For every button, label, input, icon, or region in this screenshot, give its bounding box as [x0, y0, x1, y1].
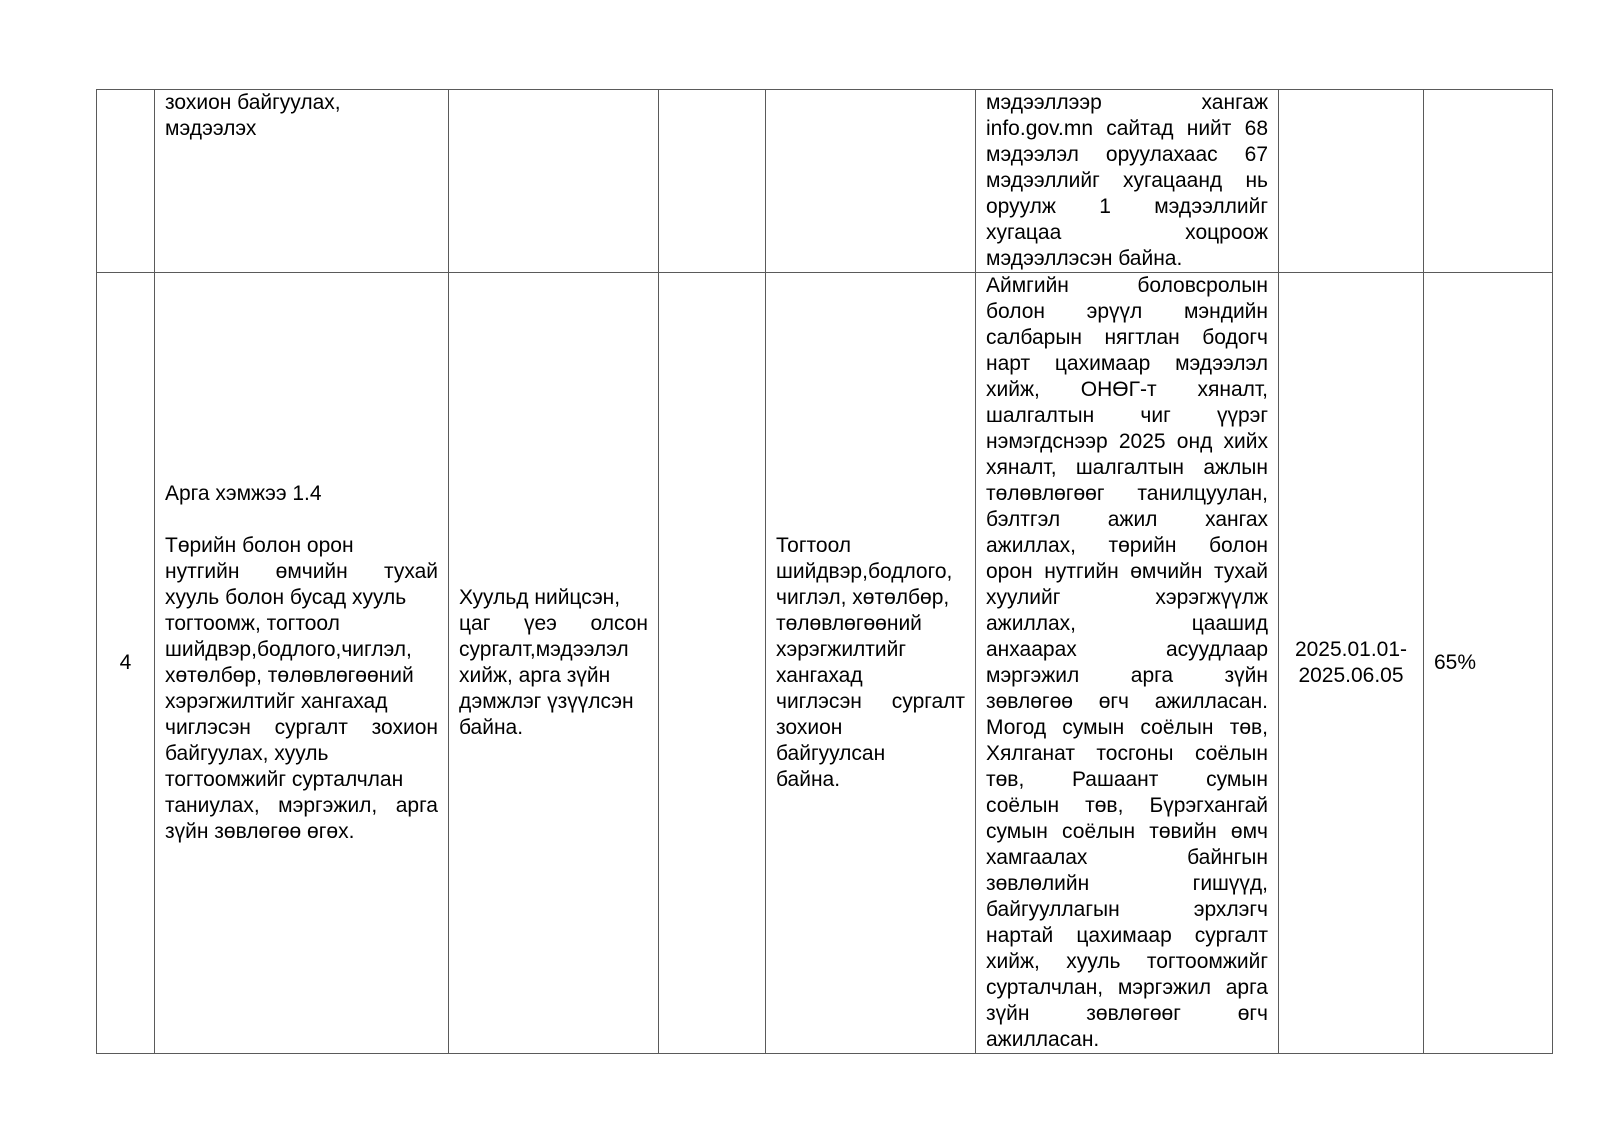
text-line: нэмэгдснээр 2025 онд хийх	[986, 430, 1268, 453]
target-text	[776, 533, 965, 793]
text-line: info.gov.mn сайтад нийт 68	[986, 117, 1268, 140]
activity-text	[165, 90, 438, 142]
text-line: мэргэжил арга зүйн	[986, 664, 1268, 687]
text-line: шийдвэр,бодлого,чиглэл,	[165, 638, 412, 661]
text-line: шийдвэр,бодлого,	[776, 560, 953, 583]
text-line: зохион байгуулах,	[165, 91, 341, 114]
text-line: хуулийг хэрэгжүүлж	[986, 586, 1268, 609]
text-line: мэдээлэл оруулахаас 67	[986, 143, 1268, 166]
baseline-cell	[659, 90, 766, 273]
text-line: анхаарах асуудлаар	[986, 638, 1268, 661]
text-line: төлөвлөгөөний	[776, 612, 922, 635]
text-line: мэдээлэх	[165, 117, 257, 140]
text-line: соёлын төв, Бүрэгхангай	[986, 794, 1268, 817]
result-cell	[976, 90, 1279, 273]
text-line: бэлтгэл ажил хангах	[986, 508, 1268, 531]
text-line: хийж, арга зүйн	[459, 664, 611, 687]
text-line: байгуулах, хууль	[165, 742, 329, 765]
table-row	[97, 90, 1553, 273]
activity-cell	[155, 90, 449, 273]
text-line: ажиллах, цаашид	[986, 612, 1268, 635]
text-line: хэрэгжилтийг хангахад	[165, 690, 388, 713]
text-line: ажиллах, төрийн болон	[986, 534, 1268, 557]
completion-cell	[1424, 273, 1553, 1054]
text-line: зүйн зөвлөгөө өгөх.	[165, 820, 355, 843]
text-line: төлөвлөгөөг танилцуулан,	[986, 482, 1268, 505]
text-line: сумын соёлын төвийн өмч	[986, 820, 1268, 843]
text-line: тогтоомжийг сурталчлан	[165, 768, 404, 791]
text-line: зүйн зөвлөгөөг өгч	[986, 1002, 1268, 1025]
activity-title: Арга хэмжээ 1.4	[165, 482, 322, 505]
text-line: төв, Рашаант сумын	[986, 768, 1268, 791]
text-line: зөвлөгөө өгч ажилласан.	[986, 690, 1268, 713]
text-line: хугацаа хоцроож	[986, 221, 1268, 244]
table-row	[97, 273, 1553, 1054]
text-line: чиглэсэн сургалт	[776, 690, 965, 713]
text-line: сурталчлан, мэргэжил арга	[986, 976, 1268, 999]
text-line: мэдээллэсэн байна.	[986, 247, 1183, 270]
criteria-cell	[449, 273, 659, 1054]
text-line: орон нутгийн өмчийн тухай	[986, 560, 1268, 583]
result-text	[986, 273, 1268, 1053]
text-line: Төрийн болон орон	[165, 534, 354, 557]
text-line: нартай цахимаар сургалт	[986, 924, 1268, 947]
text-line: хамгаалах байнгын	[986, 846, 1268, 869]
text-line: байгуулсан	[776, 742, 886, 765]
text-line: оруулж 1 мэдээллийг	[986, 195, 1268, 218]
text-line: хийж, хууль тогтоомжийг	[986, 950, 1268, 973]
completion-cell	[1424, 90, 1553, 273]
text-line: ажилласан.	[986, 1028, 1100, 1051]
text-line: цаг үеэ олсон	[459, 612, 648, 635]
criteria-text	[459, 585, 648, 741]
text-line: Могод сумын соёлын төв,	[986, 716, 1268, 739]
text-line: Аймгийн боловсролын	[986, 274, 1268, 297]
text-line: нутгийн өмчийн тухай	[165, 560, 438, 583]
text-line: байгууллагын эрхлэгч	[986, 898, 1268, 921]
text-line: хангахад	[776, 664, 863, 687]
spacer	[165, 507, 438, 533]
result-text	[986, 90, 1268, 272]
baseline-cell	[659, 273, 766, 1054]
text-line: Хялганат тосгоны соёлын	[986, 742, 1268, 765]
text-line: чиглэл, хөтөлбөр,	[776, 586, 950, 609]
text-line: хөтөлбөр, төлөвлөгөөний	[165, 664, 414, 687]
target-cell	[766, 273, 976, 1054]
text-line: хэрэгжилтийг	[776, 638, 907, 661]
completion-value: 65%	[1434, 651, 1477, 674]
report-table	[96, 89, 1553, 1054]
text-line: зохион	[776, 716, 843, 739]
text-line: тогтоомж, тогтоол	[165, 612, 340, 635]
target-cell	[766, 90, 976, 273]
row-number: 4	[119, 651, 132, 674]
period-value: 2025.01.01- 2025.06.05	[1294, 638, 1408, 687]
text-line: мэдээллийг хугацаанд нь	[986, 169, 1268, 192]
text-line: сургалт,мэдээлэл	[459, 638, 629, 661]
text-line: дэмжлэг үзүүлсэн	[459, 690, 634, 713]
text-line: болон эрүүл мэндийн	[986, 300, 1268, 323]
text-line: хууль болон бусад хууль	[165, 586, 407, 609]
period-cell	[1279, 90, 1424, 273]
text-line: хяналт, шалгалтын ажлын	[986, 456, 1268, 479]
text-line: мэдээллээр хангаж	[986, 91, 1268, 114]
text-line: Хуульд нийцсэн,	[459, 586, 621, 609]
result-cell	[976, 273, 1279, 1054]
row-number-cell	[97, 273, 155, 1054]
text-line: зөвлөлийн гишүүд,	[986, 872, 1268, 895]
text-line: шалгалтын чиг үүрэг	[986, 404, 1268, 427]
text-line: хийж, ОНӨГ-т хяналт,	[986, 378, 1268, 401]
activity-text	[165, 533, 438, 845]
text-line: байна.	[776, 768, 841, 791]
text-line: Тогтоол	[776, 534, 852, 557]
text-line: байна.	[459, 716, 524, 739]
text-line: нарт цахимаар мэдээлэл	[986, 352, 1268, 375]
activity-cell	[155, 273, 449, 1054]
text-line: таниулах, мэргэжил, арга	[165, 794, 438, 817]
period-cell	[1279, 273, 1424, 1054]
text-line: салбарын нягтлан бодогч	[986, 326, 1268, 349]
text-line: чиглэсэн сургалт зохион	[165, 716, 438, 739]
row-number-cell	[97, 90, 155, 273]
criteria-cell	[449, 90, 659, 273]
